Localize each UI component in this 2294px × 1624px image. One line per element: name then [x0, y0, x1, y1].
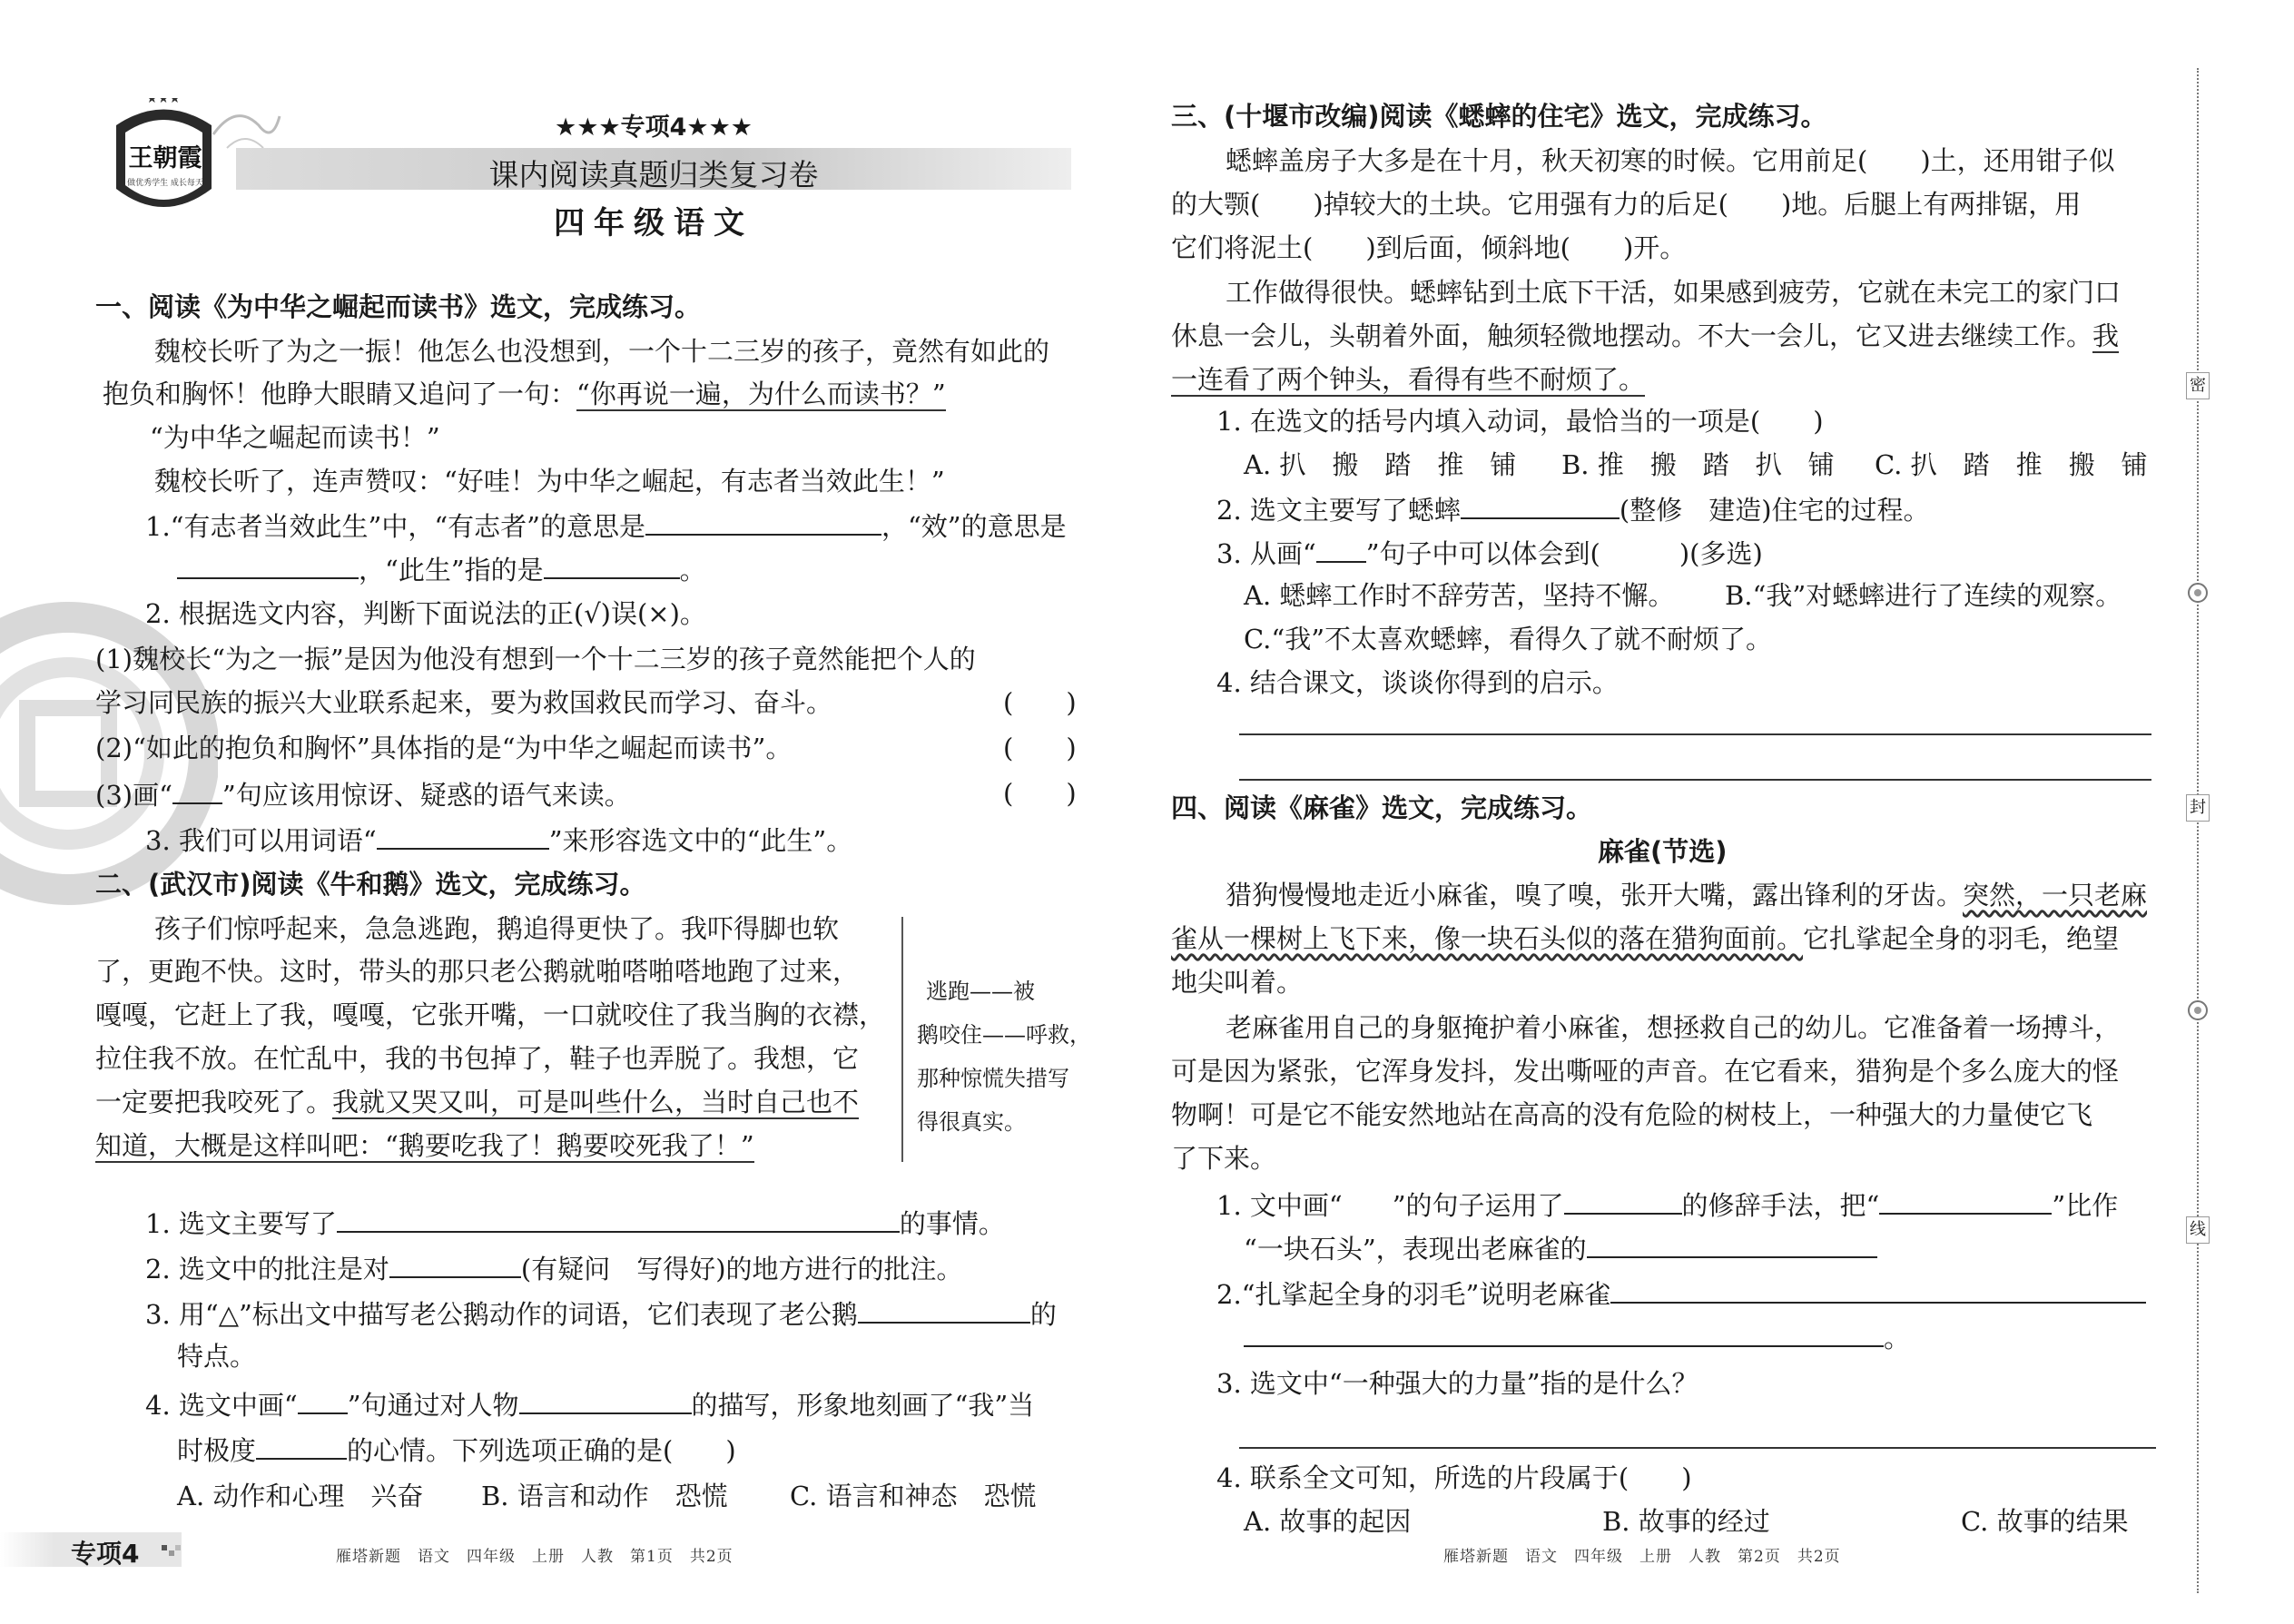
- footer-tag-label: 专项4: [71, 1539, 140, 1569]
- binding-hole-icon: [2186, 581, 2210, 605]
- s4-q1: [1216, 1186, 2118, 1224]
- q-text: 2. 选文主要写了蟋蟀: [1216, 495, 1461, 526]
- s2-underlined-sentence: 知道，大概是这样叫吧：“鹅要吃我了！鹅要咬死我了！”: [95, 1130, 754, 1161]
- line-mark: [1316, 534, 1366, 563]
- answer-blank[interactable]: [519, 1385, 692, 1414]
- s1-q1-cont: [177, 550, 706, 588]
- answer-line[interactable]: [1239, 1447, 2156, 1449]
- s2-passage-line: [95, 1084, 859, 1120]
- s3-q1-option-c[interactable]: C. 扒 踏 推 搬 铺: [1875, 449, 2148, 480]
- s3-passage-line: [1171, 361, 1645, 398]
- s4-option-c[interactable]: C. 故事的结果: [1961, 1506, 2129, 1537]
- s4-q2: [1216, 1275, 2146, 1313]
- s2-q1: [145, 1204, 1005, 1242]
- footer-right-pageinfo: 雁塔新题 语文 四年级 上册 人教 第2页 共2页: [1443, 1548, 1841, 1566]
- s1-passage-line: “为中华之崛起而读书！”: [150, 422, 440, 453]
- s2-q3-cont: 特点。: [177, 1341, 257, 1372]
- s4-passage-line: 地尖叫着。: [1171, 967, 1304, 998]
- q-text: ”句应该用惊讶、疑惑的语气来读。: [222, 780, 631, 811]
- s2-passage-line: [95, 1127, 754, 1164]
- svg-text:★★★: ★★★: [146, 98, 181, 106]
- s4-wavy-sentence: 突然，一只老麻: [1963, 880, 2148, 910]
- s4-passage-line: 可是因为紧张，它浑身发抖，发出嘶哑的声音。在它看来，猎狗是个多么庞大的怪: [1171, 1056, 2120, 1087]
- q-text: (3)画“: [95, 780, 172, 811]
- answer-blank[interactable]: [377, 821, 549, 850]
- q-text: 4. 选文中画“: [145, 1390, 298, 1421]
- answer-blank[interactable]: [858, 1294, 1030, 1324]
- s3-q3-option-a[interactable]: A. 蟋蟀工作时不辞劳苦，坚持不懈。: [1244, 580, 1675, 611]
- s2-passage-line: 拉住我不放。在忙乱中，我的书包掉了，鞋子也弄脱了。我想，它: [95, 1043, 860, 1074]
- line-mark: [298, 1385, 348, 1414]
- section4-heading: 四、阅读《麻雀》选文，完成练习。: [1171, 792, 1593, 823]
- s4-subtitle: 麻雀(节选): [1598, 836, 1728, 867]
- s1-passage-text: 抱负和胸怀！他睁大眼睛又追问了一句：: [103, 379, 577, 409]
- binding-dotted-line: [2197, 68, 2199, 1593]
- q-text: 2. 选文中的批注是对: [145, 1254, 389, 1284]
- s4-passage-line: 物啊！可是它不能安然地站在高高的没有危险的树枝上，一种强大的力量使它飞: [1171, 1099, 2093, 1130]
- s3-passage-line: 它们将泥土( )到后面，倾斜地( )开。: [1171, 232, 1687, 263]
- q-text: 的修辞手法，把“: [1681, 1190, 1880, 1221]
- s4-passage-line: [1171, 920, 2119, 957]
- wavy-mark: [1343, 1187, 1393, 1224]
- s4-q1-cont: [1244, 1229, 1877, 1267]
- q-text: (整修 建造)住宅的过程。: [1619, 495, 1930, 526]
- q-text: ”来形容选文中的“此生”。: [548, 825, 853, 856]
- s4-passage-line: 了下来。: [1171, 1143, 1277, 1174]
- s2-q4-cont: [177, 1431, 736, 1469]
- s2-q2: [145, 1249, 963, 1287]
- q-text: 1. 选文主要写了: [145, 1208, 337, 1239]
- answer-blank[interactable]: [1587, 1229, 1877, 1258]
- footer-tag: [0, 1532, 182, 1567]
- s4-option-a[interactable]: A. 故事的起因: [1244, 1506, 1412, 1537]
- s1-q2-2: (2)“如此的抱负和胸怀”具体指的是“为中华之崛起而读书”。: [95, 733, 793, 763]
- s2-option-c[interactable]: C. 语言和神态 恐慌: [790, 1481, 1037, 1511]
- q-text: 2.“扎挲起全身的羽毛”说明老麻雀: [1216, 1279, 1611, 1310]
- answer-blank[interactable]: [544, 550, 680, 579]
- line-mark: [172, 775, 222, 804]
- answer-blank[interactable]: [389, 1249, 521, 1278]
- s1-passage-line: 魏校长听了为之一振！他怎么也没想到，一个十二三岁的孩子，竟然有如此的: [154, 336, 1050, 367]
- answer-blank[interactable]: [645, 507, 881, 536]
- binding-mark-feng: 封: [2186, 794, 2210, 822]
- s1-q1: [145, 507, 1067, 545]
- q-text: ”的句子运用了: [1392, 1190, 1564, 1221]
- s1-q2: 2. 根据选文内容，判断下面说法的正(√)误(×)。: [145, 598, 706, 629]
- s4-wavy-sentence: 雀从一棵树上飞下来，像一块石头似的落在猎狗面前。: [1171, 923, 1804, 954]
- judge-paren[interactable]: ( ): [1003, 778, 1077, 809]
- s4-option-b[interactable]: B. 故事的经过: [1602, 1506, 1770, 1537]
- answer-line[interactable]: [1239, 779, 2151, 781]
- s3-passage-line: 工作做得很快。蟋蟀钻到土底下干活，如果感到疲劳，它就在未完工的家门口: [1226, 277, 2122, 308]
- answer-blank[interactable]: [256, 1431, 347, 1460]
- q-text: ”比作: [2052, 1190, 2119, 1221]
- binding-mark-mi: 密: [2186, 372, 2210, 399]
- q-text: ”句子中可以体会到( )(多选): [1365, 538, 1763, 569]
- q-text: 的: [1029, 1299, 1057, 1330]
- header-logo: [107, 98, 221, 225]
- s1-passage-line: 魏校长听了，连声赞叹：“好哇！为中华之崛起，有志者当效此生！”: [154, 466, 945, 497]
- annotation-note-line: 逃跑——被: [926, 979, 1035, 1004]
- answer-blank[interactable]: [1461, 490, 1620, 519]
- q-text: 3. 从画“: [1216, 538, 1316, 569]
- answer-blank[interactable]: [1564, 1186, 1682, 1215]
- s2-passage-line: 嘎嘎，它赶上了我，嘎嘎，它张开嘴，一口就咬住了我当胸的衣襟，: [95, 999, 886, 1030]
- q-text: 3. 我们可以用词语“: [145, 825, 377, 856]
- s3-q3: [1216, 534, 1763, 572]
- footer-squares-icon: [162, 1545, 182, 1560]
- s4-passage-line: 老麻雀用自己的身躯掩护着小麻雀，想拯救自己的幼儿。它准备着一场搏斗，: [1226, 1012, 2122, 1043]
- q-text: 。: [679, 555, 706, 586]
- s1-q2-1-cont: 学习同民族的振兴大业联系起来，要为救国救民而学习、奋斗。: [95, 687, 833, 718]
- q-text: 1. 文中画“: [1216, 1190, 1343, 1221]
- s3-passage-line: 蟋蟀盖房子大多是在十月，秋天初寒的时候。它用前足( )土，还用钳子似: [1226, 145, 2115, 176]
- footer-left-pageinfo: 雁塔新题 语文 四年级 上册 人教 第1页 共2页: [336, 1548, 733, 1566]
- q-text: 的事情。: [899, 1208, 1005, 1239]
- s3-q3-option-b[interactable]: B.“我”对蟋蟀进行了连续的观察。: [1725, 580, 2122, 611]
- q-text: (有疑问 写得好)的地方进行的批注。: [520, 1254, 963, 1284]
- s1-q2-1: (1)魏校长“为之一振”是因为他没有想到一个十二三岁的孩子竟然能把个人的: [95, 644, 976, 674]
- s1-q3: [145, 821, 852, 859]
- series-label: ★★★专项4★★★: [554, 113, 753, 142]
- s2-q4: [145, 1385, 1034, 1423]
- s4-q3: 3. 选文中“一种强大的力量”指的是什么？: [1216, 1368, 1698, 1399]
- judge-paren[interactable]: ( ): [1003, 733, 1077, 763]
- s2-q3: [145, 1294, 1057, 1333]
- q-text: 时极度: [177, 1435, 257, 1466]
- s3-q1-option-a[interactable]: A. 扒 搬 踏 推 铺: [1244, 449, 1517, 480]
- q-text: “一块石头”，表现出老麻雀的: [1244, 1234, 1587, 1265]
- s1-underlined-sentence: “你再说一遍，为什么而读书？”: [576, 379, 946, 409]
- s1-passage-line: [103, 376, 946, 412]
- s3-passage-line: 的大颚( )掉较大的土块。它用强有力的后足( )地。后腿上有两排锯，用: [1171, 189, 2082, 220]
- section2-heading: 二、(武汉市)阅读《牛和鹅》选文，完成练习。: [95, 869, 646, 900]
- s3-underlined-sentence: 一连看了两个钟头，看得有些不耐烦了。: [1171, 364, 1646, 395]
- s2-passage-line: 孩子们惊呼起来，急急逃跑，鹅追得更快了。我吓得脚也软: [154, 913, 840, 944]
- section1-heading: 一、阅读《为中华之崛起而读书》选文，完成练习。: [95, 291, 702, 322]
- s2-passage-text: 一定要把我咬死了。: [95, 1087, 333, 1117]
- annotation-note-line: 得很真实。: [917, 1109, 1026, 1135]
- q-text: 。: [1884, 1323, 1911, 1353]
- answer-blank[interactable]: [1879, 1186, 2052, 1215]
- s3-q3-option-c[interactable]: C.“我”不太喜欢蟋蟀，看得久了就不耐烦了。: [1244, 624, 1773, 655]
- q-text: ，“效”的意思是: [881, 511, 1067, 542]
- s3-q2: [1216, 490, 1930, 528]
- answer-blank[interactable]: [1610, 1275, 2146, 1304]
- binding-mark-xian: 线: [2186, 1216, 2210, 1244]
- title-band: [236, 148, 1071, 190]
- s2-option-a[interactable]: A. 动作和心理 兴奋: [177, 1481, 424, 1511]
- page-title: 课内阅读真题归类复习卷: [488, 157, 819, 192]
- section3-heading: 三、(十堰市改编)阅读《蟋蟀的住宅》选文，完成练习。: [1171, 101, 1827, 132]
- s1-q2-3: [95, 775, 631, 813]
- s4-passage-text: 猎狗慢慢地走近小麻雀，嗅了嗅，张开大嘴，露出锋利的牙齿。: [1226, 880, 1964, 910]
- s3-passage-text: 休息一会儿，头朝着外面，触须轻微地摆动。不大一会儿，它又进去继续工作。: [1171, 320, 2093, 351]
- logo-text: 王朝霞: [128, 144, 202, 172]
- q-text: ”句通过对人物: [347, 1390, 519, 1421]
- q-text: 1.“有志者当效此生”中，“有志者”的意思是: [145, 511, 645, 542]
- answer-blank[interactable]: [177, 550, 359, 579]
- answer-blank[interactable]: [337, 1204, 900, 1233]
- annotation-note-line: 鹅咬住——呼救，: [917, 1022, 1091, 1048]
- s2-passage-line: 了，更跑不快。这时，带头的那只老公鹅就啪嗒啪嗒地跑了过来，: [95, 956, 860, 987]
- s2-option-b[interactable]: B. 语言和动作 恐慌: [481, 1481, 728, 1511]
- q-text: ，“此生”指的是: [359, 555, 544, 586]
- logo-motto: 做优秀学生 成长每天: [127, 179, 203, 188]
- q-text: 的描写，形象地刻画了“我”当: [691, 1390, 1035, 1421]
- s3-q1: 1. 在选文的括号内填入动词，最恰当的一项是( ): [1216, 406, 1824, 437]
- s4-passage-text: 它扎挲起全身的羽毛，绝望: [1803, 923, 2120, 954]
- answer-line[interactable]: [1239, 733, 2151, 735]
- s2-underlined-sentence: 我就又哭又叫，可是叫些什么，当时自己也不: [332, 1087, 860, 1117]
- binding-hole-icon: [2186, 999, 2210, 1022]
- s3-underlined-sentence: 我: [2092, 320, 2120, 351]
- q-text: 3. 用“△”标出文中描写老公鹅动作的词语，它们表现了老公鹅: [145, 1299, 858, 1330]
- annotation-note-line: 那种惊慌失措写: [917, 1066, 1069, 1091]
- annotation-divider: [901, 917, 903, 1162]
- s3-passage-line: [1171, 318, 2119, 354]
- answer-blank[interactable]: [1244, 1318, 1884, 1347]
- s4-passage-line: [1226, 877, 2147, 913]
- s4-q4: 4. 联系全文可知，所选的片段属于( ): [1216, 1462, 1692, 1493]
- q-text: 的心情。下列选项正确的是( ): [347, 1435, 736, 1466]
- s4-q2-cont: [1244, 1318, 1910, 1356]
- s3-q4: 4. 结合课文，谈谈你得到的启示。: [1216, 667, 1619, 698]
- judge-paren[interactable]: ( ): [1003, 687, 1077, 718]
- s3-q1-option-b[interactable]: B. 推 搬 踏 扒 铺: [1561, 449, 1835, 480]
- subject-title: 四年级语文: [554, 205, 753, 241]
